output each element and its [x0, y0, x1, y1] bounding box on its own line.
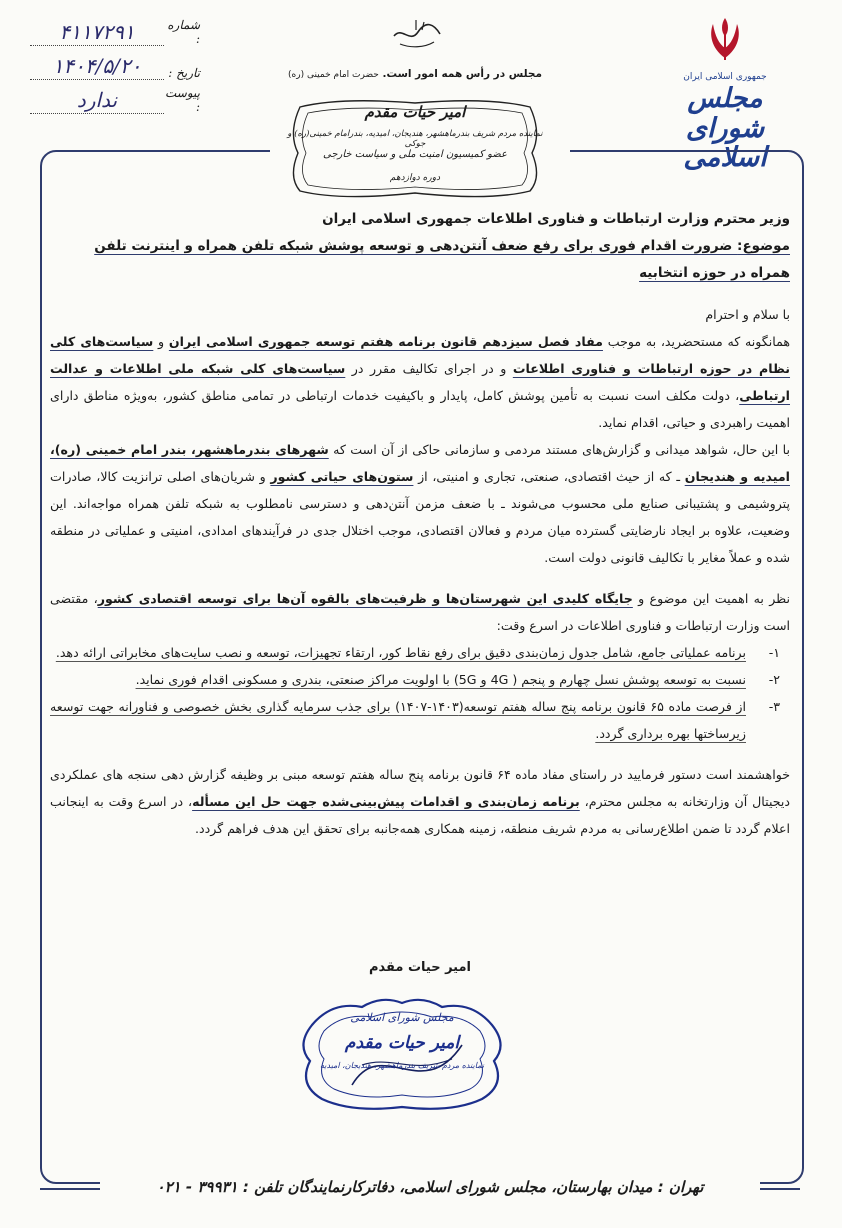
list-item	[50, 693, 790, 747]
p4-highlight: برنامه زمان‌بندی و اقدامات پیش‌بینی‌شده جهت حل این مسأله	[192, 794, 580, 809]
p1-text-e: و در اجرای تکالیف مقرر در	[345, 361, 513, 376]
motto-text: مجلس در رأس همه امور است.	[382, 68, 542, 80]
attachment-label: پیوست :	[165, 86, 200, 114]
representative-badge	[280, 93, 550, 203]
request-list	[50, 639, 790, 747]
p3-text-c: ، مقتضی است وزارت ارتباطات و فناوری اطلاعات در اسرع وقت:	[50, 591, 790, 633]
list-item-number: ۱-	[768, 645, 780, 660]
attachment-value: ندارد	[30, 88, 164, 114]
seal-subtext: نماینده مردم شریف بندرماهشهر، هندیجان، امیدیه	[319, 1061, 485, 1070]
subject-continuation	[50, 260, 790, 287]
footer-phone: تلفن : ۳۹۹۳۱ - ۰۲۱	[156, 1178, 288, 1196]
majlis-title: مجلس شورای اسلامی	[683, 83, 767, 174]
motto-attribution: حضرت امام خمینی (ره)	[288, 70, 379, 80]
p3-highlight: جایگاه کلیدی این شهرستان‌ها و ظرفیت‌های بالقوه آن‌ها برای توسعه اقتصادی کشور	[97, 591, 633, 606]
letter-body	[50, 206, 790, 842]
p1-text-g: ، دولت مکلف است نسبت به تأمین پوشش کامل، پایدار و باکیفیت خدمات ارتباطی در تمامی مناطق کشور، به‌ویژه مناطق دارای اهمیت راهبردی و حیاتی، اقدام نماید.	[50, 388, 790, 430]
iran-emblem-icon	[703, 14, 747, 66]
date-value: ۱۴۰۴/۵/۲۰	[30, 54, 164, 80]
date-label: تاریخ :	[168, 66, 200, 80]
list-item-text: از فرصت ماده ۶۵ قانون برنامه پنج ساله هفتم توسعه(۱۴۰۳-۱۴۰۷) برای جذب سرمایه گذاری بخش خصوصی و فناورانه جهت توسعه زیرساختها بهره برداری گردد.	[50, 699, 746, 741]
paragraph-2	[50, 436, 790, 571]
p1-text-a: همانگونه که مستحضرید، به موجب	[602, 334, 791, 349]
date-row	[30, 46, 200, 80]
addressee: وزیر محترم وزارت ارتباطات و فناوری اطلاعات جمهوری اسلامی ایران	[322, 211, 790, 227]
p1-highlight-1: مفاد فصل سیزدهم قانون برنامه هفتم توسعه جمهوری اسلامی ایران	[168, 334, 603, 349]
footer-address-text: تهران : میدان بهارستان، مجلس شورای اسلامی، دفاترکارنمایندگان	[287, 1178, 704, 1196]
letter-meta	[30, 12, 200, 114]
list-item-number: ۲-	[768, 672, 780, 687]
paragraph-3	[50, 585, 790, 639]
p4-text-c: ، در اسرع وقت به اینجانب اعلام گردد تا ضمن اطلاع‌رسانی به مردم شریف منطقه، زمینه همکاری همه‌جانبه برای تحقق این هدف فراهم گردد.	[50, 794, 790, 836]
attachment-row	[30, 80, 200, 114]
list-item	[50, 666, 790, 693]
subject-label: موضوع:	[737, 238, 790, 254]
list-item	[50, 639, 790, 666]
republic-text: جمهوری اسلامی ایران	[683, 72, 767, 82]
majlis-motto	[260, 68, 570, 80]
subject	[50, 233, 790, 260]
list-item-text: نسبت به توسعه پوشش نسل چهارم و پنجم ( 4G و 5G) با اولویت مراکز صنعتی، بندری و مسکونی اقدام فوری نماید.	[135, 672, 746, 687]
spacer	[50, 287, 790, 301]
paragraph-1	[50, 328, 790, 436]
number-label: شماره :	[167, 18, 200, 46]
paragraph-4	[50, 761, 790, 842]
signatory-name: امیر حیات مقدم	[368, 960, 471, 975]
badge-term: دوره دوازدهم	[389, 173, 441, 183]
p2-text-a: با این حال، شواهد میدانی و گزارش‌های مستند مردمی و سازمانی حاکی از آن است که	[328, 442, 790, 457]
p2-highlight-2: ستون‌های حیاتی کشور	[270, 469, 414, 484]
p1-text-c: و	[153, 334, 169, 349]
bismillah-calligraphy-icon	[386, 14, 446, 54]
spacer	[50, 571, 790, 585]
number-row	[30, 12, 200, 46]
badge-constituency: نماینده مردم شریف بندرماهشهر، هندیجان، امیدیه، بندرامام خمینی(ره) و جوکی	[287, 129, 543, 149]
p1-highlight-3: سیاست‌های کلی شبکه ملی اطلاعات و عدالت ارتباطی	[50, 361, 790, 403]
p2-text-c: ـ که از حیث اقتصادی، صنعتی، تجاری و امنیتی، از	[413, 469, 685, 484]
subject-cont-text: همراه در حوزه انتخابیه	[639, 265, 790, 281]
subject-text: ضرورت اقدام فوری برای رفع ضعف آنتن‌دهی و توسعه پوشش شبکه تلفن همراه و اینترنت تلفن	[94, 238, 738, 254]
badge-committee: عضو کمیسیون امنیت ملی و سیاست خارجی	[323, 149, 507, 160]
badge-name: امیر حیات مقدم	[364, 103, 466, 121]
list-item-number: ۳-	[768, 699, 780, 714]
p4-text-a: خواهشمند است دستور فرمایید در راستای مفاد ماده ۶۴ قانون برنامه پنج ساله هفتم توسعه مبنی بر وظیفه گزارش دهی سنجه های عملکردی دیجیتال آن وزارتخانه به مجلس محترم،	[50, 767, 790, 809]
footer-address	[100, 1178, 760, 1196]
p2-highlight-1: شهرهای بندرماهشهر، بندر امام خمینی (ره)، امیدیه و هندیجان	[50, 442, 790, 484]
number-value: ۴۱۱۷۲۹۱	[30, 20, 164, 46]
greeting: با سلام و احترام	[705, 307, 790, 322]
seal-name: امیر حیات مقدم	[344, 1033, 460, 1053]
p1-highlight-2: سیاست‌های کلی نظام در حوزه ارتباطات و فناوری اطلاعات	[50, 334, 791, 376]
spacer	[50, 747, 790, 761]
seal-top-text: مجلس شورای اسلامی	[350, 1011, 454, 1024]
p3-text-a: نظر به اهمیت این موضوع و	[632, 591, 790, 606]
official-seal	[292, 995, 512, 1115]
list-item-text: برنامه عملیاتی جامع، شامل جدول زمان‌بندی دقیق برای رفع نقاط کور، ارتقاء تجهیزات، توسعه و نصب سایت‌های مخابراتی ارائه دهد.	[55, 645, 746, 660]
p2-text-e: و شریان‌های اصلی ترانزیت کالا، صادرات پتروشیمی و پشتیبانی صنایع ملی محسوب می‌شوند ـ با ضعف مزمن آنتن‌دهی و دسترسی نامطلوب به شبکه تلفن همراه مواجه‌اند. این وضعیت، علاوه بر ایجاد نارضایتی گسترده میان مردم و فعالان اقتصادی، موجب اختلال جدی در فرآیندهای امدادی، امنیتی و عملیاتی در منطقه شده و عملاً مغایر با تکالیف قانونی دولت است.	[50, 469, 790, 565]
